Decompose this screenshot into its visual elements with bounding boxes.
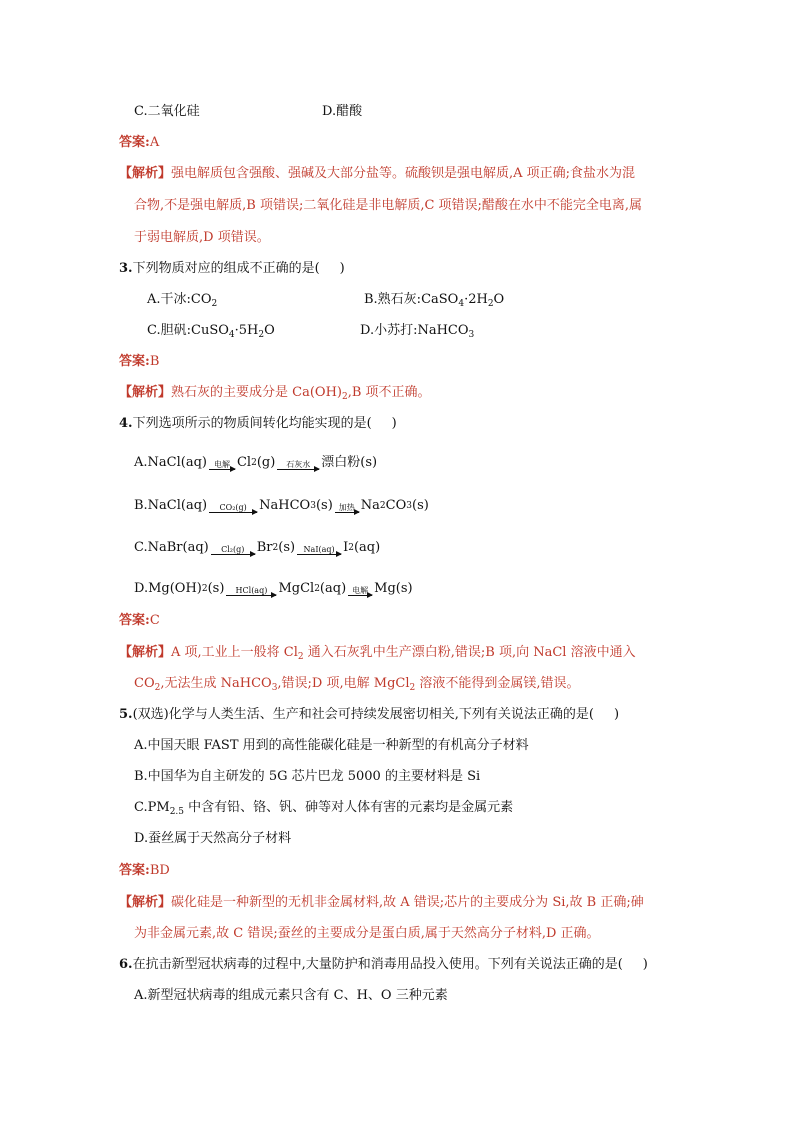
reaction-arrow: Cl₂(g) [211, 545, 255, 555]
q4-answer: 答案:C [119, 613, 160, 628]
reaction-arrow: 电解 [348, 586, 372, 596]
q6-stem: 6.在抗击新型冠状病毒的过程中,大量防护和消毒用品投入使用。下列有关说法正确的是( ) [119, 957, 648, 972]
q5-option-c: $C.PM_{2.5}$ 中含有铅、铬、钒、砷等对人体有害的元素均是金属元素 [134, 800, 514, 817]
reaction-arrow: HCl(aq) [226, 586, 276, 596]
q2-analysis-line-1: 【解析】强电解质包含强酸、强碱及大部分盐等。硫酸钡是强电解质,A 项正确;食盐水为混 [119, 166, 636, 181]
q4-option-c: C.NaBr(aq) Cl₂(g) Br 2 (s) NaI(aq) I 2 (aq) [134, 540, 381, 555]
reaction-arrow: 石灰水 [277, 460, 319, 470]
q5-analysis-line-1: 【解析】碳化硅是一种新型的无机非金属材料,故 A 错误;芯片的主要成分为 Si,故 B 正确;砷 [119, 895, 644, 910]
reaction-arrow: 加热 [335, 503, 359, 513]
q3-option-b: B.熟石灰$:CaSO_4\cdot 2H_2O$ [364, 292, 505, 309]
q4-analysis-line-2: $CO_2$,无法生成 NaHCO$_3$,错误;D 项,电解 MgCl$_2$ 溶液不能得到金属镁,错误。 [134, 676, 580, 693]
q5-option-a: A.中国天眼 FAST 用到的高性能碳化硅是一种新型的有机高分子材料 [134, 738, 529, 753]
q2-analysis-line-3: 于弱电解质,D 项错误。 [134, 230, 270, 245]
q2-option-c: C.二氧化硅 [134, 104, 200, 119]
q3-option-a: A.干冰$:CO_2$ [147, 292, 218, 309]
q5-answer: 答案:BD [119, 863, 170, 878]
q4-stem: 4.下列选项所示的物质间转化均能实现的是( ) [119, 416, 397, 431]
reaction-arrow: CO₂(g) [209, 503, 257, 513]
q5-option-b: B.中国华为自主研发的 5G 芯片巴龙 5000 的主要材料是 Si [134, 769, 481, 784]
q3-answer: 答案:B [119, 354, 160, 369]
q4-option-a: A.NaCl(aq) 电解 Cl 2 (g) 石灰水 漂白粉(s) [134, 455, 378, 470]
q3-stem: 3.下列物质对应的组成不正确的是( ) [119, 261, 345, 276]
reaction-arrow: NaI(aq) [297, 545, 341, 555]
reaction-arrow: 电解 [209, 460, 235, 470]
q3-analysis: 【解析】熟石灰的主要成分是 $Ca(OH)_2,B$ 项不正确。 [119, 385, 431, 402]
q5-stem: 5.(双选)化学与人类生活、生产和社会可持续发展密切相关,下列有关说法正确的是( ) [119, 707, 620, 722]
q5-option-d: D.蚕丝属于天然高分子材料 [134, 831, 292, 846]
q3-option-c: C.胆矾$:CuSO_4\cdot 5H_2O$ [147, 323, 275, 340]
q3-option-d: D.小苏打:NaHCO$_3$ [360, 323, 475, 340]
q6-option-a: A.新型冠状病毒的组成元素只含有 C、H、O 三种元素 [134, 988, 448, 1003]
q2-option-d: D.醋酸 [322, 104, 363, 119]
q2-answer: 答案:A [119, 135, 160, 150]
q4-option-d: D.Mg(OH) 2 (s) HCl(aq) MgCl 2 (aq) 电解 Mg(s) [134, 581, 413, 596]
q4-analysis-line-1: 【解析】A 项,工业上一般将 $Cl_2$ 通入石灰乳中生产漂白粉,错误;B 项,向 NaCl 溶液中通入 [119, 645, 636, 662]
q5-analysis-line-2: 为非金属元素,故 C 错误;蚕丝的主要成分是蛋白质,属于天然高分子材料,D 正确。 [134, 926, 600, 941]
q2-analysis-line-2: 合物,不是强电解质,B 项错误;二氧化硅是非电解质,C 项错误;醋酸在水中不能完全电离,属 [134, 198, 643, 213]
q4-option-b: B.NaCl(aq) CO₂(g) NaHCO 3 (s) 加热 Na 2 CO 3 (s) [134, 498, 429, 513]
